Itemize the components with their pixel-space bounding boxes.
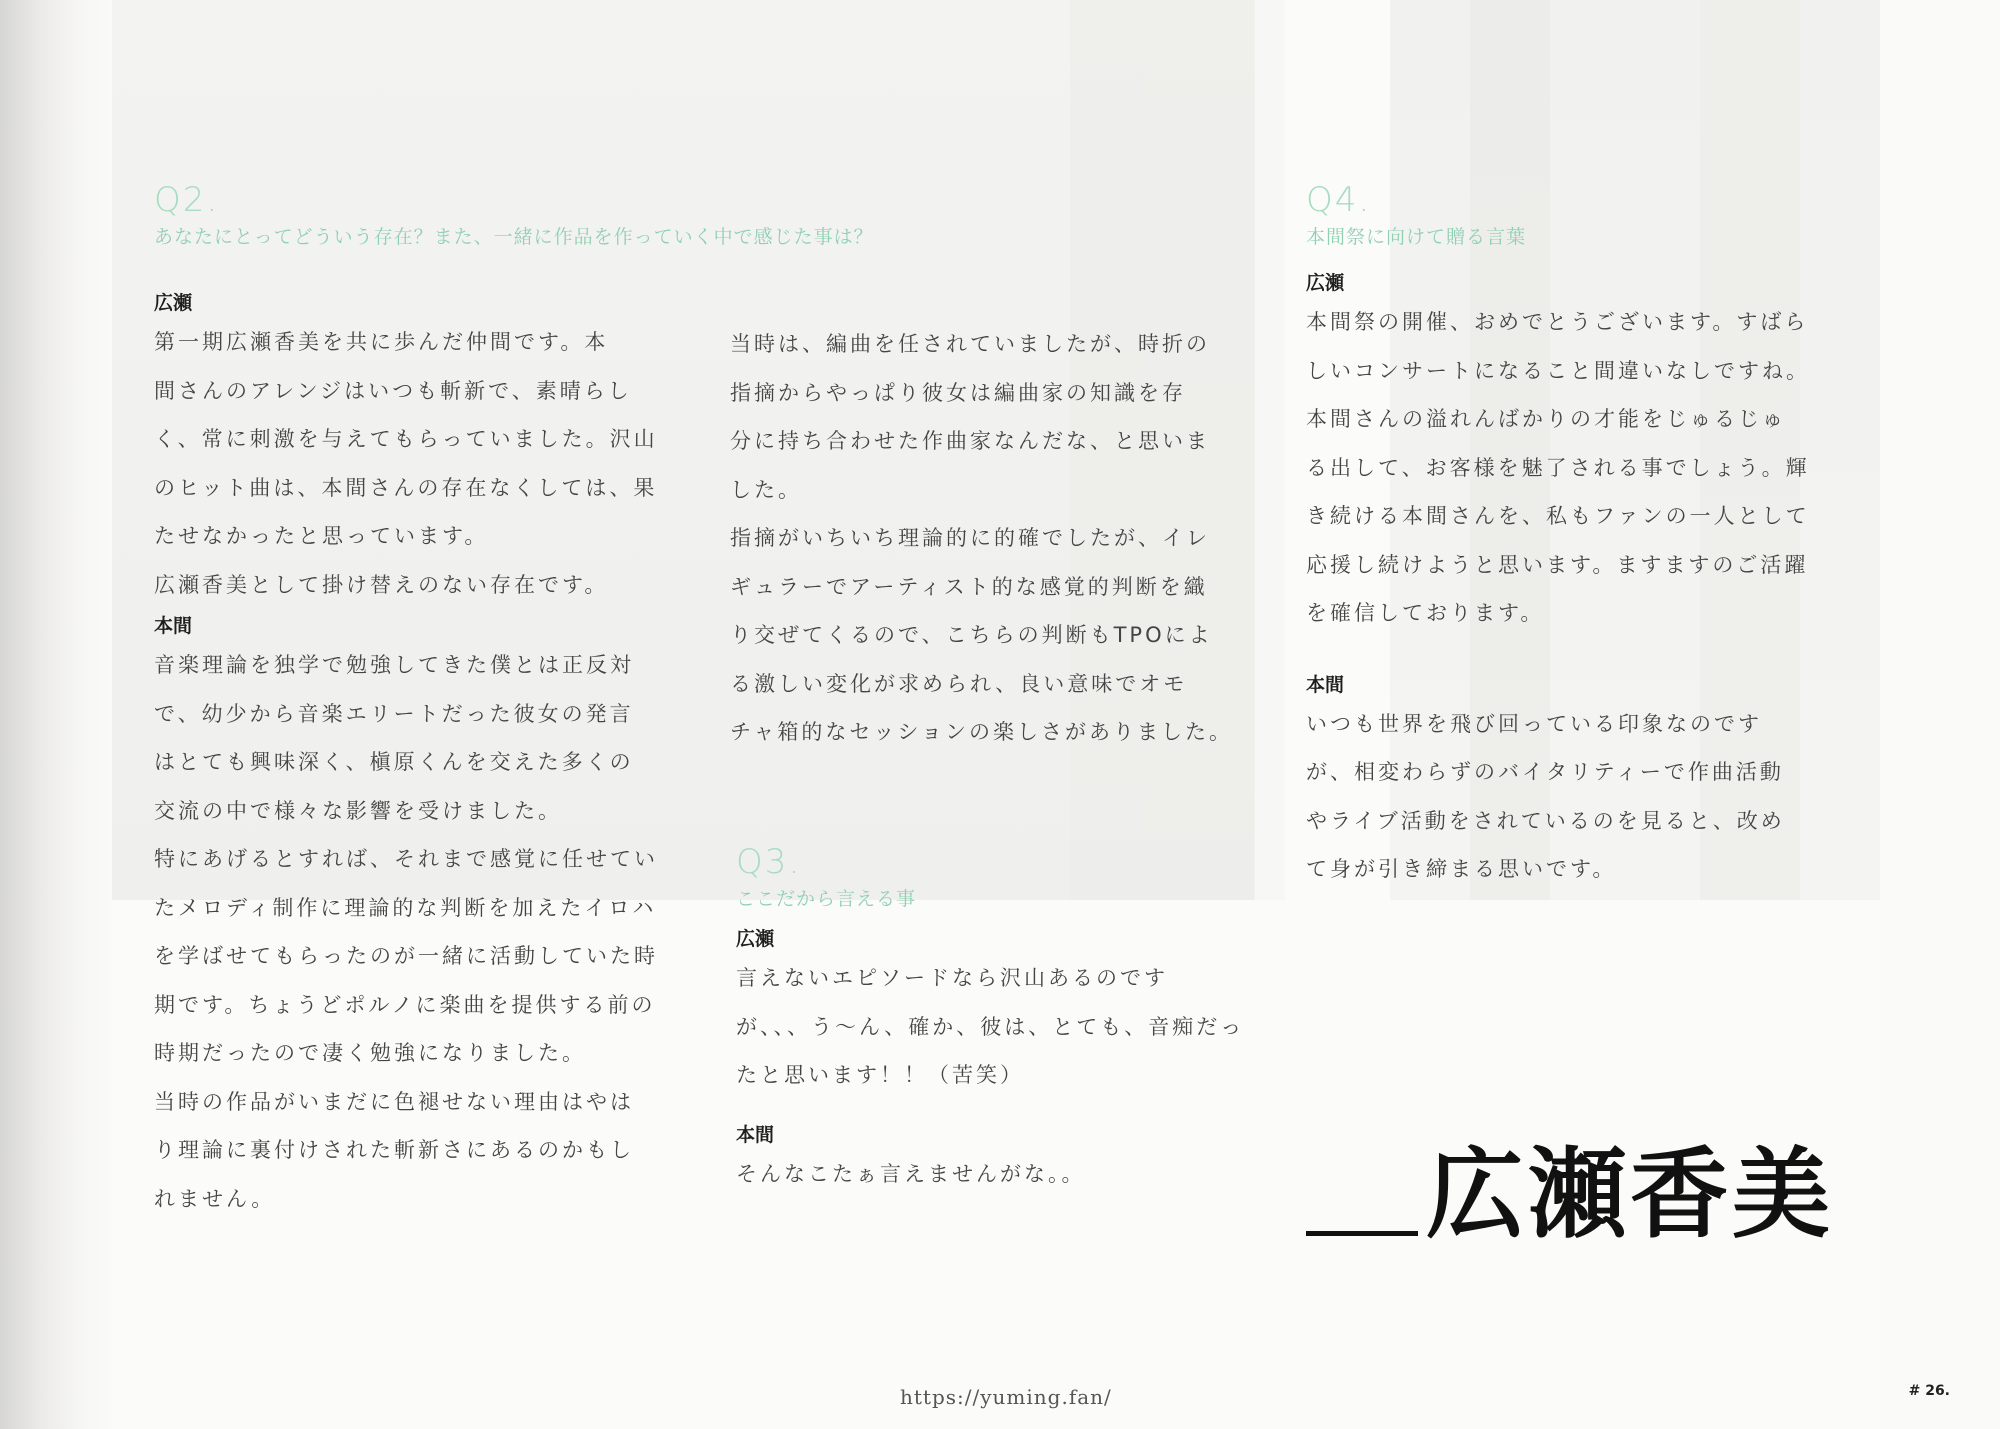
signature-name: 広瀬香美 xyxy=(1426,1137,1835,1252)
q4-question: 本間祭に向けて贈る言葉 xyxy=(1306,226,1527,248)
speaker-label: 本間 xyxy=(736,1123,775,1146)
q3-honma-answer: そんなこたぁ言えませんがな。。 xyxy=(736,1161,1086,1186)
speaker-label: 広瀬 xyxy=(154,292,193,314)
q3-hirose-answer: 言えないエピソードなら沢山あるのです が、、、う〜ん、確か、彼は、とても、音痴だっ たと思います！！（苦笑） xyxy=(736,966,1245,1087)
q4-honma-answer: いつも世界を飛び回っている印象なのです が、相変わらずのバイタリティーで作曲活動 やライブ活動をされているのを見ると、改め て身が引き締まる思いです。 xyxy=(1306,711,1785,881)
q2-left-column xyxy=(154,290,674,1223)
q3-question: ここだから言える事 xyxy=(736,888,917,910)
q2-header xyxy=(154,180,1054,250)
page-number: # 26. xyxy=(1908,1383,1950,1399)
speaker-label: 本間 xyxy=(1306,673,1345,696)
q3-number: Q3. xyxy=(736,842,802,882)
page-binding-shadow xyxy=(0,0,120,1429)
page-right-margin xyxy=(1880,0,2000,1429)
q2-honma-answer-continued: 当時は、編曲を任されていましたが、時折の 指摘からやっぱり彼女は編曲家の知識を存 分に持ち合わせた作曲家なんだな、と思いま した。 指摘がいちいち理論的に的確でしたが、イレ ギュラーでアーティスト的な感覚的判断を織 り交ぜてくるので、こちらの判断もTPOによ る激しい変化が求められ、良い意味でオモ チャ箱的なセッションの楽しさがありました。 xyxy=(730,332,1233,744)
q2-question: あなたにとってどういう存在？また、一緒に作品を作っていく中で感じた事は？ xyxy=(154,226,874,248)
name-signature xyxy=(1306,1120,1886,1250)
background-photo-stripe xyxy=(1255,0,1285,900)
q3-section xyxy=(736,842,1256,1198)
q2-right-column xyxy=(730,320,1250,757)
speaker-label: 広瀬 xyxy=(1306,272,1345,294)
source-url: https://yuming.fan/ xyxy=(900,1385,1112,1409)
speaker-label: 広瀬 xyxy=(736,928,775,950)
q4-hirose-answer: 本間祭の開催、おめでとうございます。すばら しいコンサートになること間違いなしですね。 本間さんの溢れんばかりの才能をじゅるじゅ る出して、お客様を魅了される事でしょう。輝 き続ける本間さんを、私もファンの一人として 応援し続けようと思います。ますますのご活躍 を確信しております。 xyxy=(1306,310,1810,625)
q2-number: Q2. xyxy=(154,180,220,220)
signature-underline xyxy=(1306,1231,1418,1236)
q4-number: Q4. xyxy=(1306,180,1372,220)
q4-section xyxy=(1306,180,1846,894)
speaker-label: 本間 xyxy=(154,615,193,637)
q2-honma-answer: 音楽理論を独学で勉強してきた僕とは正反対 で、幼少から音楽エリートだった彼女の発言 はとても興味深く、槇原くんを交えた多くの 交流の中で様々な影響を受けました。 特にあげるとすれば、それまで感覚に任せてい たメロディ制作に理論的な判断を加えたイロハ を学ばせてもらったのが一緒に活動していた時 期です。ちょうどポルノに楽曲を提供する前の 時期だったので凄く勉強になりました。 当時の作品がいまだに色褪せない理由はやは り理論に裏付けされた斬新さにあるのかもし れません。 xyxy=(154,653,658,1211)
q2-hirose-answer: 第一期広瀬香美を共に歩んだ仲間です。本 間さんのアレンジはいつも斬新で、素晴らし く、常に刺激を与えてもらっていました。沢山 のヒット曲は、本間さんの存在なくしては、果 たせなかったと思っています。 広瀬香美として掛け替えのない存在です。 xyxy=(154,330,658,597)
